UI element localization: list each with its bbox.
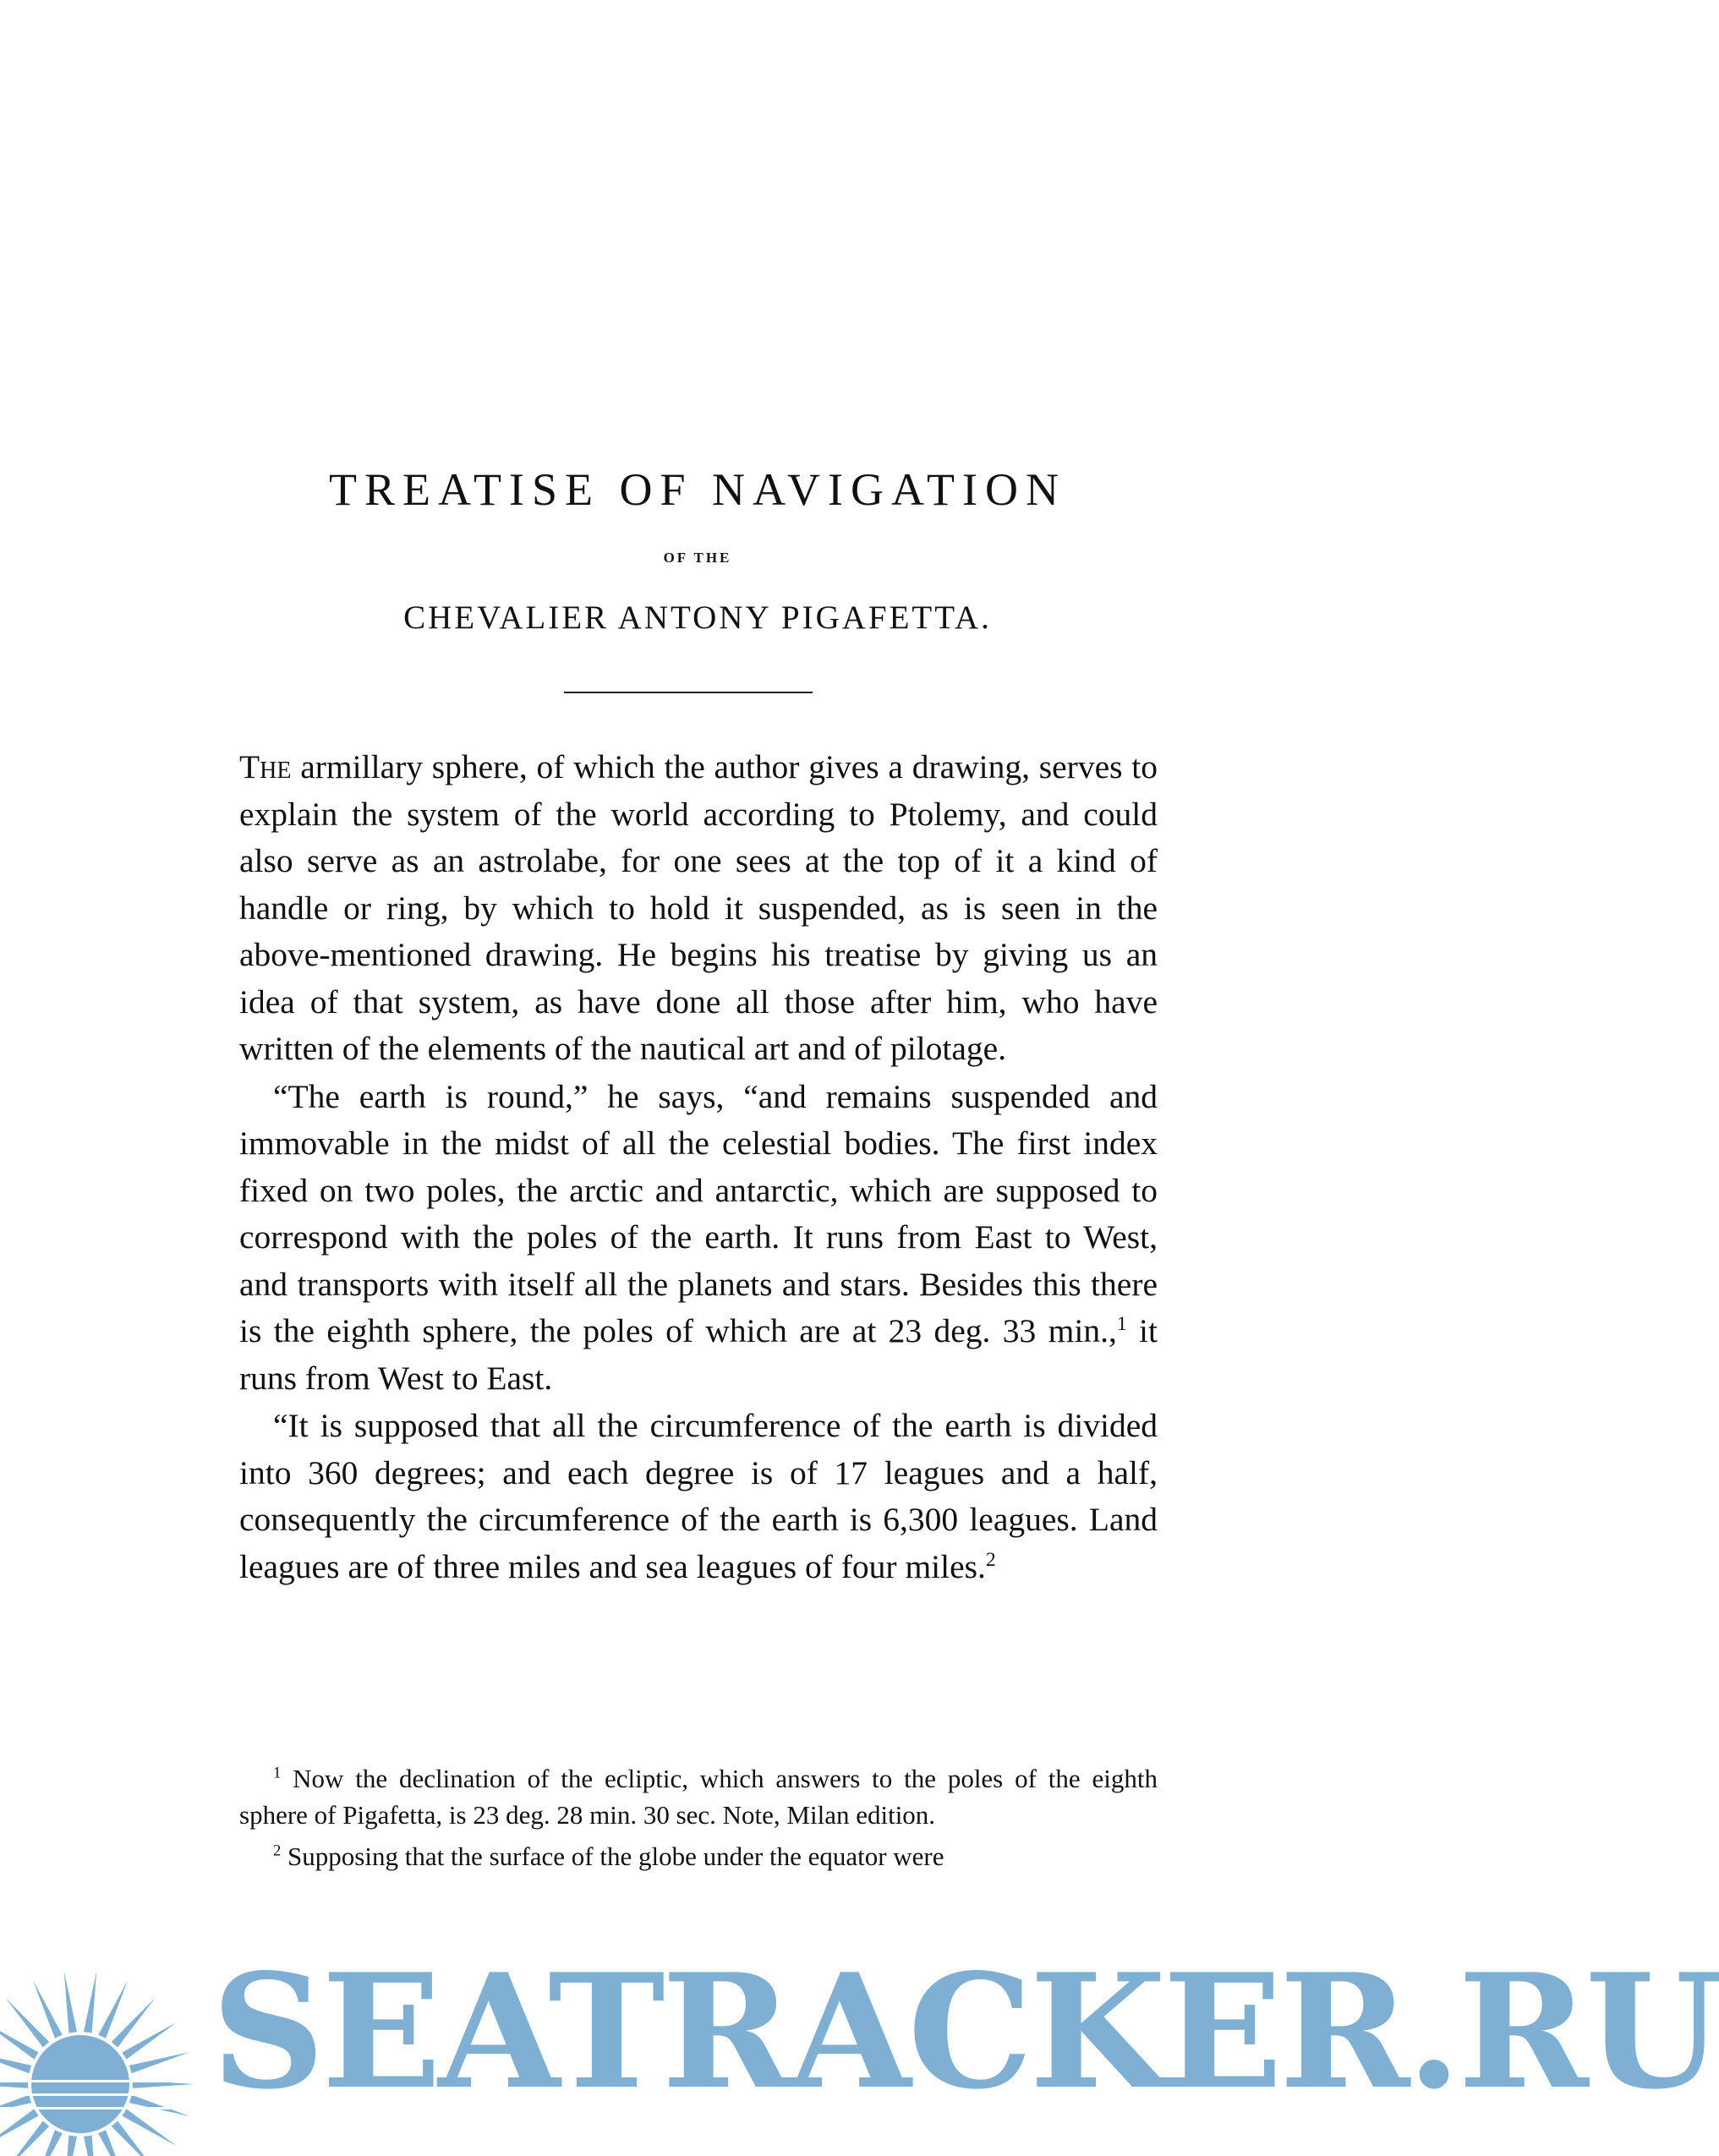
- paragraph-3: [239, 1403, 1158, 1590]
- watermark-text: SEATRACKER.RU: [211, 1939, 1719, 2124]
- paragraph-3-text: “It is supposed that all the circumference of the earth is divided into 360 degrees; and each degree is of 17 leagues and a half, consequently the circumference of the earth is 6,300 leagues. Land leagues are of three miles and sea leagues of four miles.: [239, 1407, 1158, 1585]
- title-connector: OF THE: [663, 550, 732, 566]
- footnote-1: [239, 1760, 1158, 1833]
- footnote-2-mark: 2: [273, 1841, 282, 1860]
- footnote-2: [239, 1838, 1158, 1874]
- page-subtitle: CHEVALIER ANTONY PIGAFETTA.: [403, 599, 992, 636]
- sun-ray: [64, 1971, 77, 2033]
- sun-ray: [84, 1971, 96, 2033]
- page-title: TREATISE OF NAVIGATION: [329, 464, 1066, 515]
- paragraph-1-text: armillary sphere, of which the author gives a drawing, serves to explain the system of the world according to Ptolemy, and could also serve as an astrolabe, for one sees at the top of it a kind of handle or ring, by which to hold it suspended, as is seen in the above-mentioned drawing. He begins his treatise by giving us an idea of that system, as have done all those after him, who have written of the elements of the nautical art and of pilotage.: [239, 748, 1158, 1067]
- sun-ray: [98, 1980, 128, 2038]
- drop-word: The: [239, 748, 292, 785]
- main-text: [239, 744, 1158, 1591]
- paragraph-1: [239, 744, 1158, 1073]
- footnotes: [239, 1760, 1158, 1880]
- sun-disc: [31, 2035, 129, 2133]
- sun-ray: [129, 2052, 190, 2073]
- paragraph-2-text-a: “The earth is round,” he says, “and remains suspended and immovable in the midst of all the celestial bodies. The first index fixed on two poles, the arctic and antarctic, which are supposed to correspond with the poles of the earth. It runs from East to West, and transports with itself all the planets and stars. Besides this there is the eighth sphere, the poles of which are at 23 deg. 33 min.,: [239, 1077, 1158, 1349]
- sun-ray: [33, 1980, 63, 2038]
- paragraph-2-text-b: it runs from West to East.: [239, 1312, 1158, 1397]
- sun-ray: [0, 2095, 31, 2116]
- paragraph-2: [239, 1074, 1158, 1403]
- footnote-2-text: Supposing that the surface of the globe under the equator were: [281, 1841, 944, 1871]
- footnote-1-text: Now the declination of the ecliptic, which answers to the poles of the eighth sphere of Pigafetta, is 23 deg. 28 min. 30 sec. Note, Milan edition.: [239, 1764, 1158, 1830]
- footnote-ref-1: 1: [1116, 1312, 1127, 1335]
- sun-ray: [0, 2052, 31, 2073]
- footnote-ref-2: 2: [985, 1548, 996, 1571]
- sun-ray: [129, 2095, 190, 2116]
- title-divider: [564, 692, 813, 693]
- sun-ray: [64, 2135, 77, 2156]
- sun-ray: [84, 2135, 96, 2156]
- footnote-1-mark: 1: [273, 1764, 282, 1782]
